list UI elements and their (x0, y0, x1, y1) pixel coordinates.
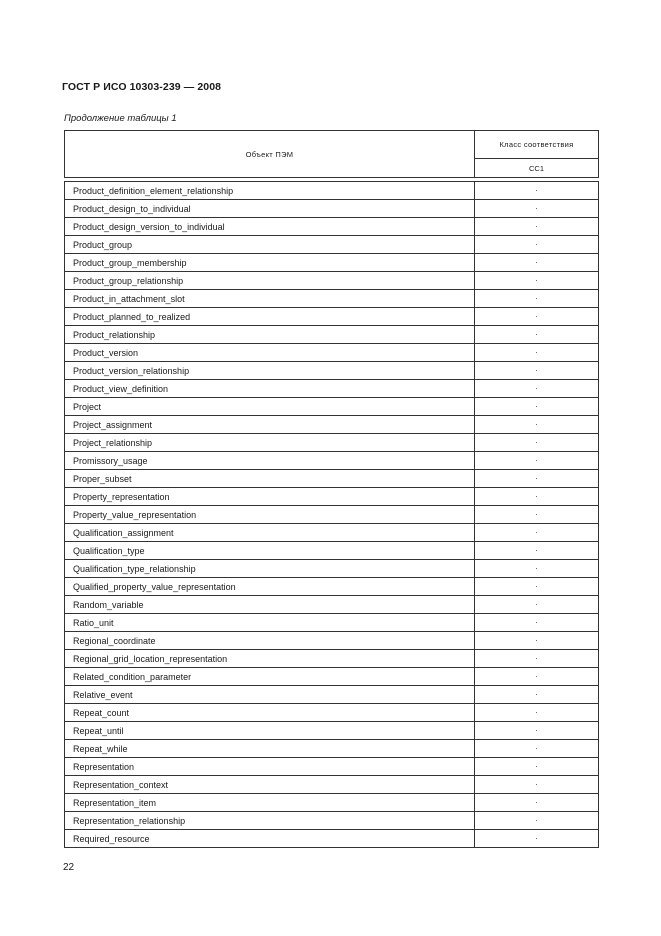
table-row (65, 686, 599, 704)
table-row (65, 236, 599, 254)
object-name-cell: Repeat_count (65, 704, 475, 722)
cc1-mark-cell: · (475, 614, 599, 632)
cc1-mark-cell: · (475, 344, 599, 362)
cc1-mark-cell: · (475, 794, 599, 812)
object-name-cell: Product_group (65, 236, 475, 254)
cc1-mark-cell: · (475, 416, 599, 434)
object-name-cell: Qualification_type_relationship (65, 560, 475, 578)
object-name-cell: Product_group_relationship (65, 272, 475, 290)
object-name-cell: Product_version_relationship (65, 362, 475, 380)
table-row (65, 326, 599, 344)
conformance-table (64, 130, 599, 848)
object-name-cell: Project_assignment (65, 416, 475, 434)
object-name-cell: Proper_subset (65, 470, 475, 488)
object-name-cell: Qualified_property_value_representation (65, 578, 475, 596)
cc1-mark-cell: · (475, 218, 599, 236)
object-name-cell: Ratio_unit (65, 614, 475, 632)
table-row (65, 488, 599, 506)
cc1-mark-cell: · (475, 524, 599, 542)
cc1-mark-cell: · (475, 182, 599, 200)
table-row (65, 434, 599, 452)
cc1-mark-cell: · (475, 560, 599, 578)
table-row (65, 542, 599, 560)
object-name-cell: Random_variable (65, 596, 475, 614)
table-row (65, 524, 599, 542)
table-row (65, 776, 599, 794)
object-name-cell: Representation_context (65, 776, 475, 794)
cc1-mark-cell: · (475, 308, 599, 326)
table-row (65, 218, 599, 236)
table-row (65, 560, 599, 578)
object-name-cell: Product_design_version_to_individual (65, 218, 475, 236)
table-row (65, 452, 599, 470)
cc1-mark-cell: · (475, 434, 599, 452)
object-name-cell: Project (65, 398, 475, 416)
cc1-mark-cell: · (475, 254, 599, 272)
column-header-object: Объект ПЭМ (65, 131, 475, 178)
cc1-mark-cell: · (475, 290, 599, 308)
table-row (65, 740, 599, 758)
table-row (65, 416, 599, 434)
table-row (65, 200, 599, 218)
table-row (65, 794, 599, 812)
table-row (65, 830, 599, 848)
object-name-cell: Product_group_membership (65, 254, 475, 272)
table-row (65, 344, 599, 362)
table-row (65, 632, 599, 650)
object-name-cell: Product_view_definition (65, 380, 475, 398)
table-row (65, 758, 599, 776)
object-name-cell: Regional_coordinate (65, 632, 475, 650)
cc1-mark-cell: · (475, 686, 599, 704)
object-name-cell: Product_definition_element_relationship (65, 182, 475, 200)
table-caption: Продолжение таблицы 1 (64, 113, 177, 124)
object-name-cell: Repeat_while (65, 740, 475, 758)
object-name-cell: Qualification_type (65, 542, 475, 560)
object-name-cell: Product_relationship (65, 326, 475, 344)
cc1-mark-cell: · (475, 542, 599, 560)
object-name-cell: Project_relationship (65, 434, 475, 452)
cc1-mark-cell: · (475, 362, 599, 380)
table-row (65, 254, 599, 272)
table-row (65, 650, 599, 668)
cc1-mark-cell: · (475, 578, 599, 596)
cc1-mark-cell: · (475, 596, 599, 614)
cc1-mark-cell: · (475, 470, 599, 488)
object-name-cell: Relative_event (65, 686, 475, 704)
table-row (65, 272, 599, 290)
table-row (65, 182, 599, 200)
cc1-mark-cell: · (475, 488, 599, 506)
object-name-cell: Product_design_to_individual (65, 200, 475, 218)
cc1-mark-cell: · (475, 236, 599, 254)
cc1-mark-cell: · (475, 704, 599, 722)
object-name-cell: Representation_relationship (65, 812, 475, 830)
cc1-mark-cell: · (475, 830, 599, 848)
table-row (65, 380, 599, 398)
object-name-cell: Property_representation (65, 488, 475, 506)
cc1-mark-cell: · (475, 452, 599, 470)
cc1-mark-cell: · (475, 812, 599, 830)
object-name-cell: Regional_grid_location_representation (65, 650, 475, 668)
cc1-mark-cell: · (475, 200, 599, 218)
object-name-cell: Property_value_representation (65, 506, 475, 524)
object-name-cell: Required_resource (65, 830, 475, 848)
object-name-cell: Product_version (65, 344, 475, 362)
object-name-cell: Promissory_usage (65, 452, 475, 470)
table-row (65, 668, 599, 686)
cc1-mark-cell: · (475, 398, 599, 416)
cc1-mark-cell: · (475, 632, 599, 650)
table-row (65, 812, 599, 830)
object-name-cell: Product_planned_to_realized (65, 308, 475, 326)
table-row (65, 614, 599, 632)
cc1-mark-cell: · (475, 776, 599, 794)
cc1-mark-cell: · (475, 722, 599, 740)
column-header-cc1: CC1 (475, 159, 599, 178)
cc1-mark-cell: · (475, 506, 599, 524)
table-row (65, 722, 599, 740)
object-name-cell: Related_condition_parameter (65, 668, 475, 686)
page-number: 22 (63, 862, 75, 873)
cc1-mark-cell: · (475, 380, 599, 398)
object-name-cell: Repeat_until (65, 722, 475, 740)
table-row (65, 596, 599, 614)
cc1-mark-cell: · (475, 758, 599, 776)
table-row (65, 362, 599, 380)
object-name-cell: Representation (65, 758, 475, 776)
object-name-cell: Product_in_attachment_slot (65, 290, 475, 308)
cc1-mark-cell: · (475, 650, 599, 668)
cc1-mark-cell: · (475, 272, 599, 290)
table-row (65, 290, 599, 308)
cc1-mark-cell: · (475, 668, 599, 686)
object-name-cell: Representation_item (65, 794, 475, 812)
column-header-conformance-class: Класс соответствия (475, 131, 599, 159)
table-body (65, 178, 599, 848)
object-name-cell: Qualification_assignment (65, 524, 475, 542)
cc1-mark-cell: · (475, 740, 599, 758)
table-row (65, 578, 599, 596)
table-row (65, 506, 599, 524)
table-row (65, 470, 599, 488)
document-header: ГОСТ Р ИСО 10303-239 — 2008 (62, 81, 222, 93)
table-row (65, 398, 599, 416)
cc1-mark-cell: · (475, 326, 599, 344)
table-row (65, 704, 599, 722)
table-row (65, 308, 599, 326)
